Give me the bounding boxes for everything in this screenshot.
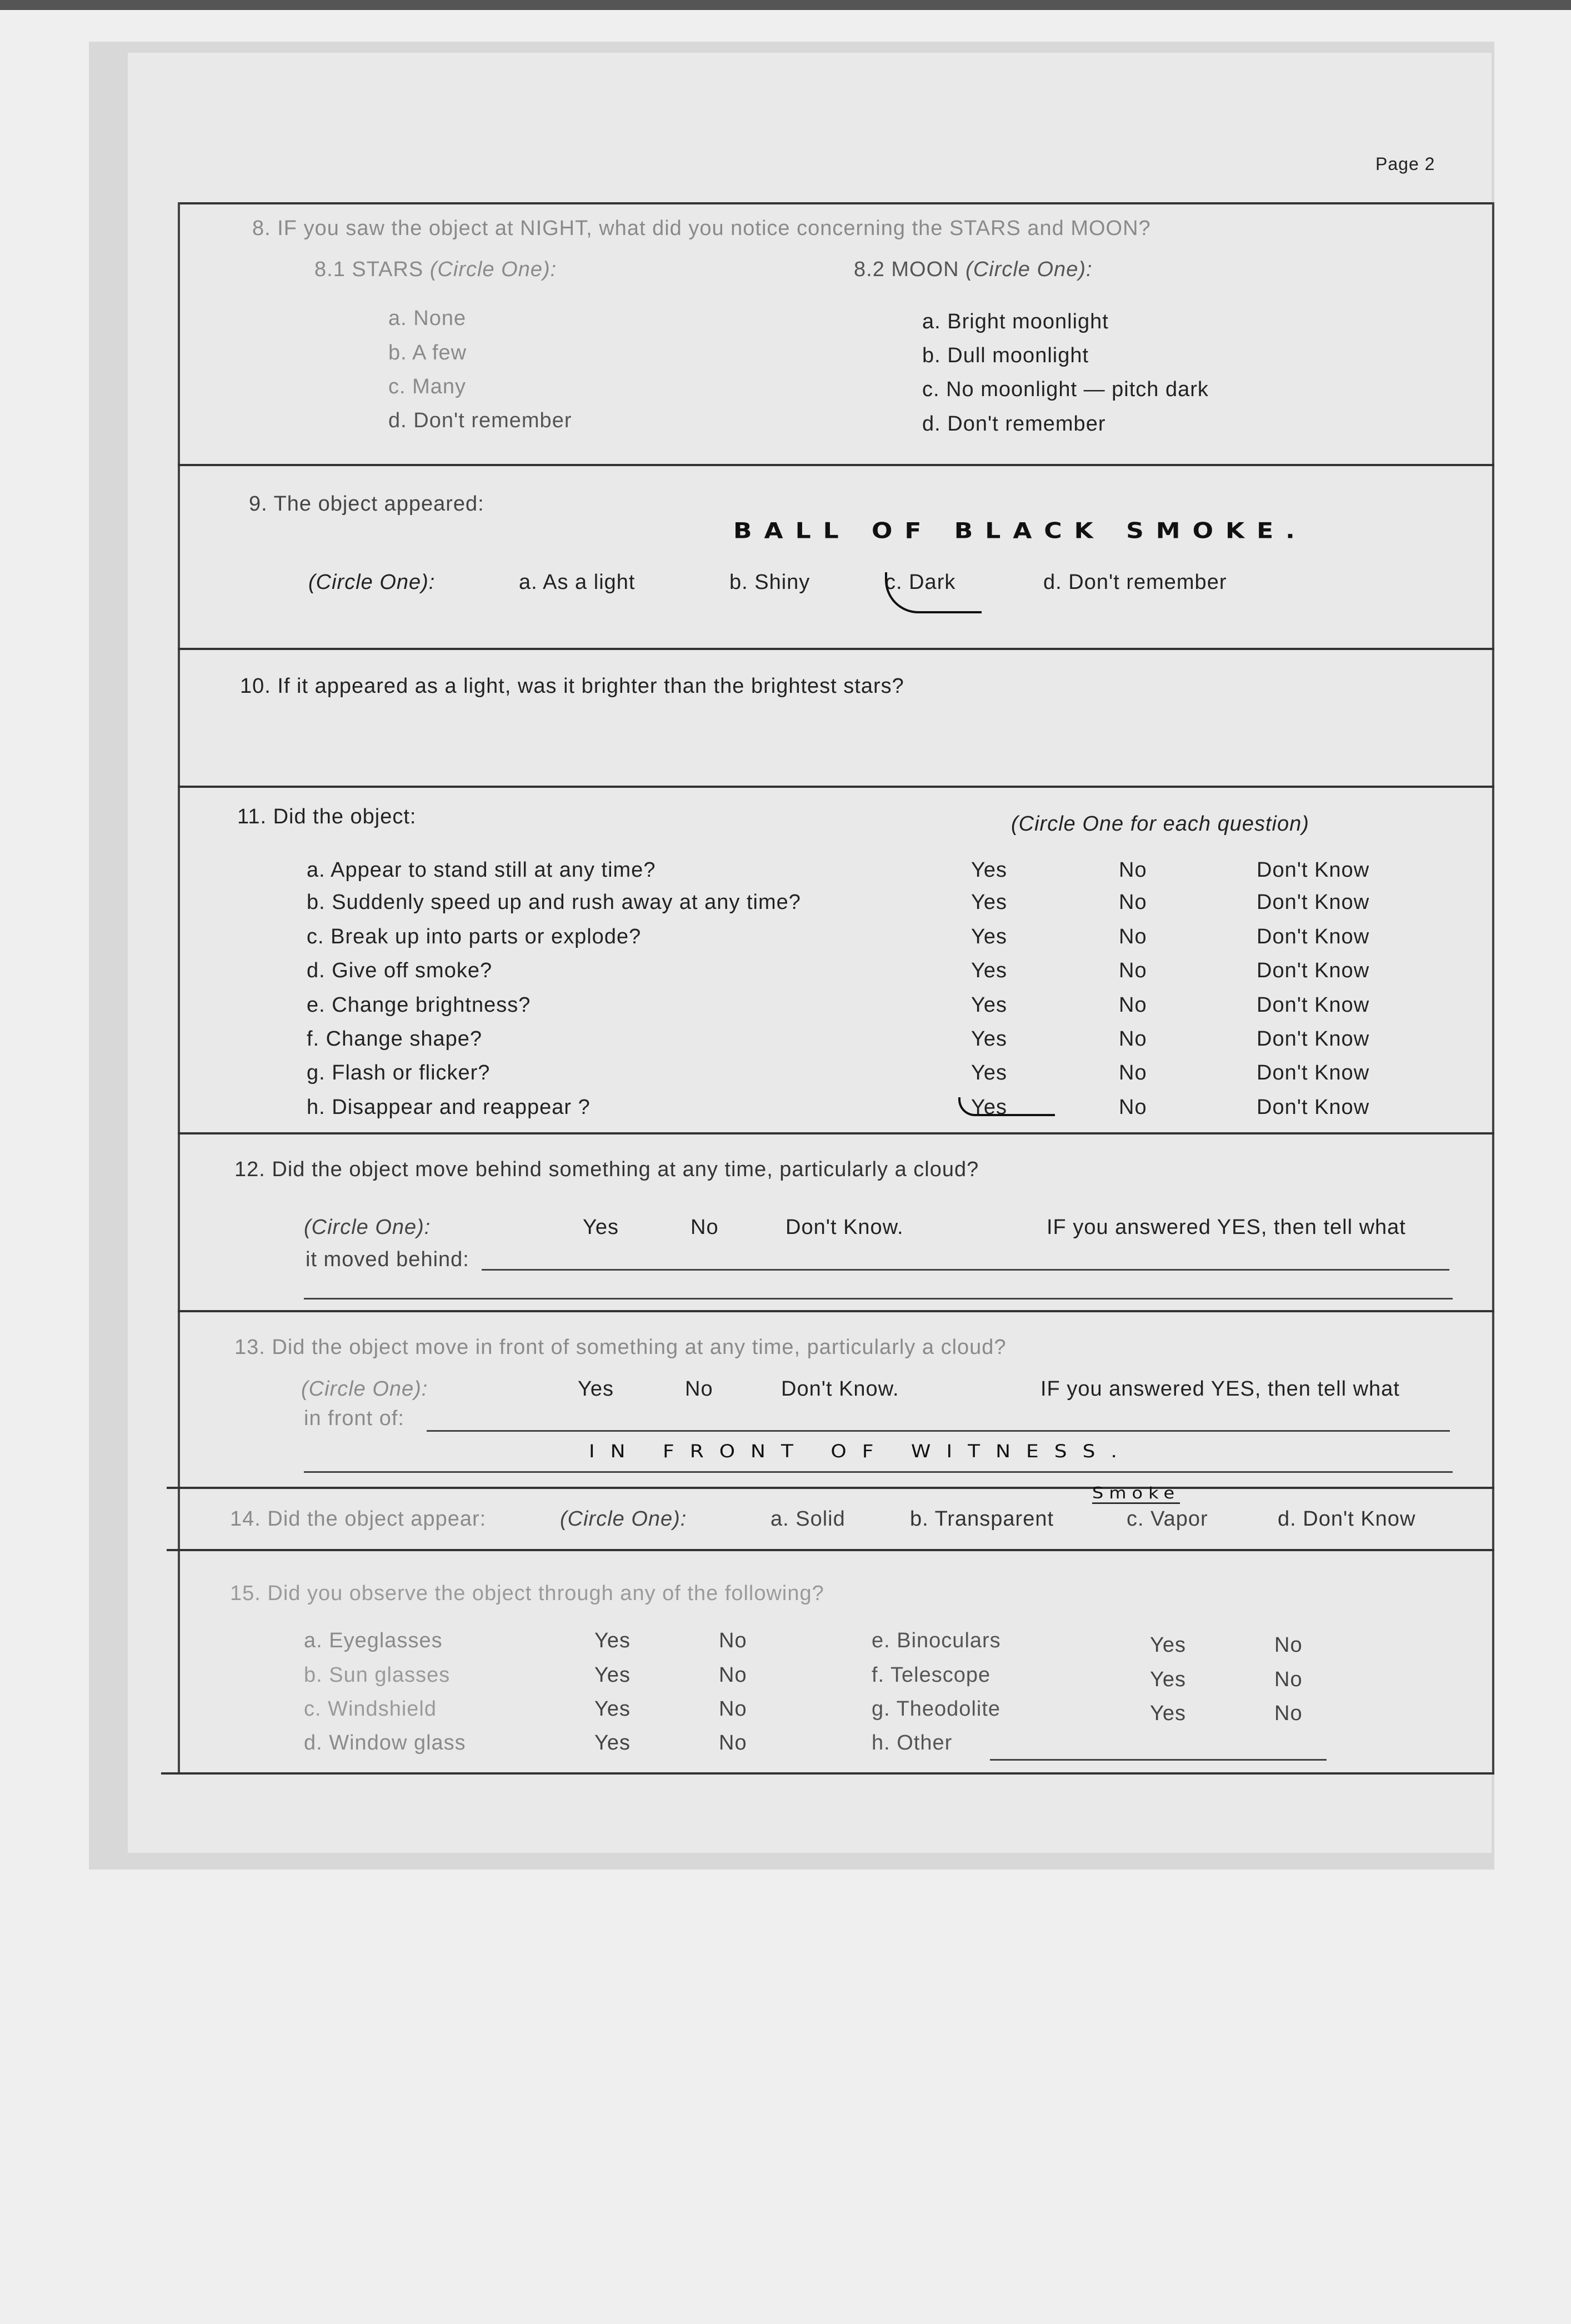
circle-one-label: (Circle One): <box>560 1507 687 1531</box>
q11-item: g. Flash or flicker? <box>307 1061 491 1084</box>
q15-item: g. Theodolite <box>872 1697 1001 1721</box>
moon-option[interactable]: c. No moonlight — pitch dark <box>922 378 1209 401</box>
form-border-right <box>1492 202 1494 1773</box>
yes-option[interactable]: Yes <box>971 858 1007 882</box>
yes-option[interactable]: Yes <box>583 1216 619 1239</box>
no-option[interactable]: No <box>1274 1668 1303 1691</box>
stars-option[interactable]: c. Many <box>388 375 467 398</box>
q8-text: 8. IF you saw the object at NIGHT, what did you notice concerning the STARS and MOON? <box>252 217 1151 240</box>
circle-one-label: (Circle One): <box>308 571 436 594</box>
q15-item: f. Telescope <box>872 1663 991 1687</box>
no-option[interactable]: No <box>719 1629 747 1652</box>
circle-one-label: (Circle One): <box>304 1216 431 1239</box>
if-yes-instruction: IF you answered YES, then tell what <box>1047 1216 1406 1239</box>
yes-option[interactable]: Yes <box>594 1731 631 1755</box>
q11-item: h. Disappear and reappear ? <box>307 1096 591 1119</box>
q14-option[interactable]: a. Solid <box>771 1507 845 1531</box>
moon-label: 8.2 MOON <box>854 258 959 281</box>
no-option[interactable]: No <box>1119 1027 1147 1051</box>
moon-option[interactable]: a. Bright moonlight <box>922 310 1109 333</box>
dont-know-option[interactable]: Don't Know <box>1257 1061 1370 1084</box>
dont-know-option[interactable]: Don't Know. <box>781 1377 899 1401</box>
q9-option[interactable]: b. Shiny <box>729 571 810 594</box>
dont-know-option[interactable]: Don't Know. <box>786 1216 904 1239</box>
no-option[interactable]: No <box>1119 1061 1147 1084</box>
moon-option[interactable]: d. Don't remember <box>922 412 1106 436</box>
form-border-top <box>178 202 1494 204</box>
circle-one-label: (Circle One): <box>301 1377 428 1401</box>
stars-option[interactable]: d. Don't remember <box>388 409 572 432</box>
no-option[interactable]: No <box>1119 1096 1147 1119</box>
circle-one-label: (Circle One): <box>965 258 1093 281</box>
q14-handwritten-note: Smoke <box>1092 1483 1180 1504</box>
divider <box>178 1310 1494 1312</box>
q9-option[interactable]: d. Don't remember <box>1043 571 1227 594</box>
handwritten-circle-mark <box>958 1097 1055 1116</box>
q8-moon-heading <box>854 258 1093 282</box>
answer-line[interactable] <box>427 1430 1450 1432</box>
q14-option[interactable]: d. Don't Know <box>1278 1507 1416 1531</box>
no-option[interactable]: No <box>1119 891 1147 914</box>
no-option[interactable]: No <box>685 1377 713 1401</box>
moon-option[interactable]: b. Dull moonlight <box>922 344 1089 367</box>
q11-item: f. Change shape? <box>307 1027 483 1051</box>
q11-item: c. Break up into parts or explode? <box>307 925 642 948</box>
answer-line[interactable] <box>304 1471 1453 1473</box>
yes-option[interactable]: Yes <box>971 891 1007 914</box>
q12-text: 12. Did the object move behind something at any time, particularly a cloud? <box>234 1158 979 1181</box>
q8-stars-heading <box>314 258 557 282</box>
yes-option[interactable]: Yes <box>594 1697 631 1721</box>
scan-edge <box>0 0 1571 10</box>
divider <box>167 1549 1494 1551</box>
no-option[interactable]: No <box>1119 993 1147 1017</box>
yes-option[interactable]: Yes <box>578 1377 614 1401</box>
dont-know-option[interactable]: Don't Know <box>1257 925 1370 948</box>
dont-know-option[interactable]: Don't Know <box>1257 891 1370 914</box>
q9-text: 9. The object appeared: <box>249 492 484 516</box>
no-option[interactable]: No <box>691 1216 719 1239</box>
form-border-left <box>178 202 180 1773</box>
yes-option[interactable]: Yes <box>1150 1668 1186 1691</box>
yes-option[interactable]: Yes <box>971 959 1007 982</box>
no-option[interactable]: No <box>1274 1633 1303 1657</box>
no-option[interactable]: No <box>719 1697 747 1721</box>
q15-item: h. Other <box>872 1731 953 1755</box>
q13-text: 13. Did the object move in front of something at any time, particularly a cloud? <box>234 1336 1007 1359</box>
q9-option[interactable]: a. As a light <box>519 571 636 594</box>
form-border-bottom <box>161 1772 1494 1775</box>
q15-item: e. Binoculars <box>872 1629 1001 1652</box>
other-answer-line[interactable] <box>990 1759 1327 1761</box>
q9-handwritten-answer: BALL OF BLACK SMOKE. <box>733 518 1307 544</box>
no-option[interactable]: No <box>1119 959 1147 982</box>
q15-item: a. Eyeglasses <box>304 1629 443 1652</box>
page-number: Page 2 <box>1375 154 1435 174</box>
q14-option[interactable]: c. Vapor <box>1127 1507 1208 1531</box>
divider <box>178 1132 1494 1134</box>
follow-up-label: it moved behind: <box>306 1248 469 1271</box>
yes-option[interactable]: Yes <box>1150 1633 1186 1657</box>
divider <box>178 786 1494 788</box>
no-option[interactable]: No <box>1274 1702 1303 1725</box>
q15-item: b. Sun glasses <box>304 1663 451 1687</box>
yes-option[interactable]: Yes <box>971 993 1007 1017</box>
no-option[interactable]: No <box>1119 925 1147 948</box>
dont-know-option[interactable]: Don't Know <box>1257 1096 1370 1119</box>
q15-item: c. Windshield <box>304 1697 437 1721</box>
q9-option-selected[interactable]: c. Dark <box>885 571 956 594</box>
no-option[interactable]: No <box>1119 858 1147 882</box>
dont-know-option[interactable]: Don't Know <box>1257 993 1370 1017</box>
no-option[interactable]: No <box>719 1731 747 1755</box>
answer-line[interactable] <box>482 1269 1449 1271</box>
stars-option[interactable]: b. A few <box>388 341 467 364</box>
yes-option[interactable]: Yes <box>594 1663 631 1687</box>
handwritten-circle-mark <box>885 572 982 613</box>
divider <box>178 464 1494 466</box>
q10-text: 10. If it appeared as a light, was it brighter than the brightest stars? <box>240 674 904 698</box>
dont-know-option[interactable]: Don't Know <box>1257 1027 1370 1051</box>
dont-know-option[interactable]: Don't Know <box>1257 858 1370 882</box>
follow-up-label: in front of: <box>304 1407 404 1430</box>
q13-handwritten-answer: IN FRONT OF WITNESS. <box>589 1441 1133 1462</box>
circle-one-label: (Circle One): <box>429 258 557 281</box>
q11-item: e. Change brightness? <box>307 993 531 1017</box>
stars-label: 8.1 STARS <box>314 258 424 281</box>
dont-know-option[interactable]: Don't Know <box>1257 959 1370 982</box>
yes-option-selected[interactable]: Yes <box>971 1096 1007 1119</box>
stars-option[interactable]: a. None <box>388 307 467 330</box>
q14-text: 14. Did the object appear: <box>230 1507 487 1531</box>
divider <box>178 648 1494 650</box>
yes-option[interactable]: Yes <box>971 1061 1007 1084</box>
q14-option[interactable]: b. Transparent <box>910 1507 1054 1531</box>
q11-text: 11. Did the object: <box>237 805 417 828</box>
yes-option[interactable]: Yes <box>594 1629 631 1652</box>
q15-text: 15. Did you observe the object through any of the following? <box>230 1582 824 1605</box>
q11-instruction: (Circle One for each question) <box>1011 812 1309 836</box>
if-yes-instruction: IF you answered YES, then tell what <box>1040 1377 1400 1401</box>
answer-line[interactable] <box>304 1298 1453 1300</box>
yes-option[interactable]: Yes <box>971 1027 1007 1051</box>
divider <box>167 1487 1494 1489</box>
yes-option[interactable]: Yes <box>971 925 1007 948</box>
no-option[interactable]: No <box>719 1663 747 1687</box>
yes-option[interactable]: Yes <box>1150 1702 1186 1725</box>
q15-item: d. Window glass <box>304 1731 466 1755</box>
q11-item: b. Suddenly speed up and rush away at any time? <box>307 891 801 914</box>
q11-item: d. Give off smoke? <box>307 959 493 982</box>
q11-item: a. Appear to stand still at any time? <box>307 858 656 882</box>
